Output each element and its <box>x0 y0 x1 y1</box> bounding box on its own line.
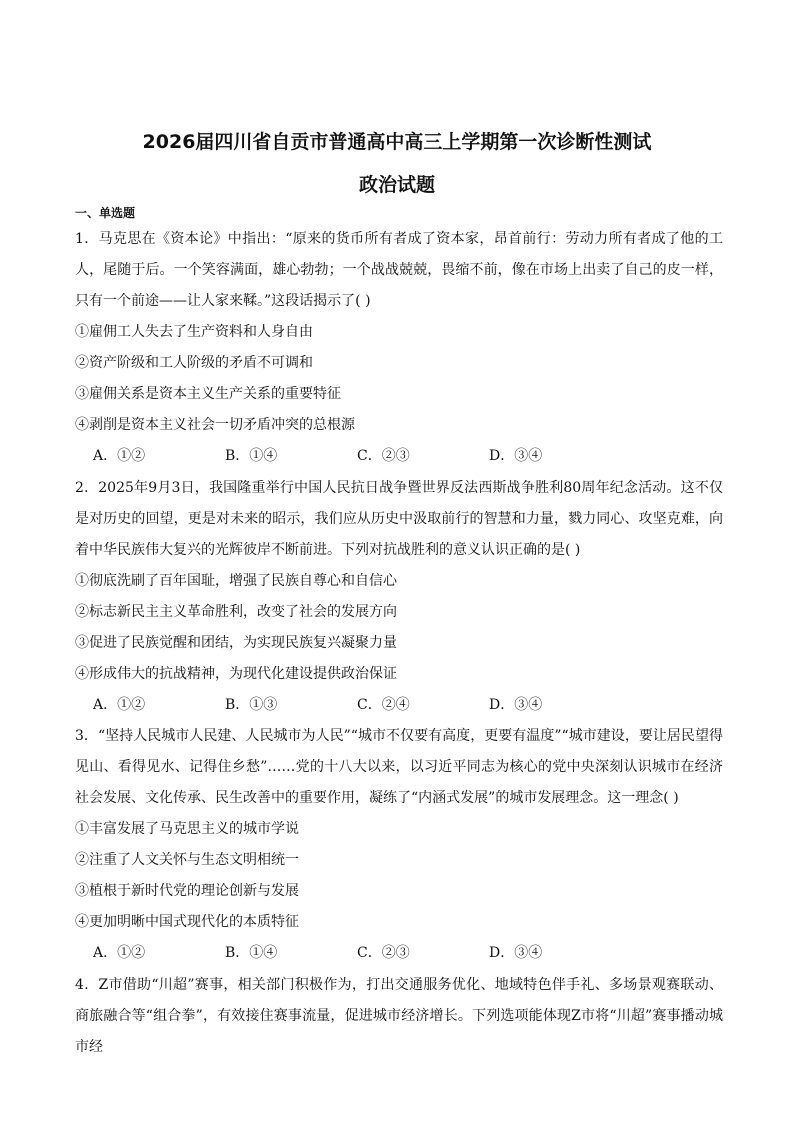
statement-item: ④剥削是资本主义社会一切矛盾冲突的总根源 <box>75 417 355 433</box>
answer-options <box>75 441 723 472</box>
statement-item: ②标志新民主主义革命胜利，改变了社会的发展方向 <box>75 604 397 620</box>
option-b[interactable]: B．①④ <box>225 945 278 961</box>
option-a[interactable]: A．①② <box>93 945 146 961</box>
statement-item: ②资产阶级和工人阶级的矛盾不可调和 <box>75 355 313 371</box>
statement-item: ④形成伟大的抗战精神，为现代化建设提供政治保证 <box>75 666 397 682</box>
question-2 <box>75 473 723 721</box>
option-d[interactable]: D．③④ <box>489 448 543 464</box>
statement-item: ④更加明晰中国式现代化的本质特征 <box>75 914 299 930</box>
exam-title: 2026届四川省自贡市普通高中高三上学期第一次诊断性测试 <box>142 131 652 153</box>
answer-options <box>75 690 723 721</box>
option-d[interactable]: D．③④ <box>489 945 543 961</box>
option-a[interactable]: A．①② <box>93 448 146 464</box>
question-3 <box>75 721 723 969</box>
statement-item: ①雇佣工人失去了生产资料和人身自由 <box>75 324 313 340</box>
question-4 <box>75 970 723 1063</box>
option-d[interactable]: D．③④ <box>489 697 543 713</box>
statement-item: ③雇佣关系是资本主义生产关系的重要特征 <box>75 386 341 402</box>
answer-options <box>75 938 723 969</box>
question-stem: 3．“坚持人民城市人民建、人民城市为人民”“城市不仅要有高度，更要有温度”“城市建设，要让居民望得见山、看得见水、记得住乡愁”……党的十八大以来，以习近平同志为核心的党中央深刻认识城市在经济社会发展、文化传承、民生改善中的重要作用，凝练了“内涵式发展”的城市发展理念。这一理念( ) <box>75 728 723 806</box>
question-stem: 4．Z市借助“川超”赛事，相关部门积极作为，打出交通服务优化、地域特色伴手礼、多场景观赛联动、商旅融合等“组合拳”，有效接住赛事流量，促进城市经济增长。下列选项能体现Z市将“川超”赛事播动城市经 <box>75 977 723 1055</box>
statement-item: ③植根于新时代党的理论创新与发展 <box>75 883 299 899</box>
option-b[interactable]: B．①③ <box>225 697 278 713</box>
question-stem: 1．马克思在《资本论》中指出：“原来的货币所有者成了资本家，昂首前行：劳动力所有者成了他的工人，尾随于后。一个笑容满面，雄心勃勃；一个战战兢兢，畏缩不前，像在市场上出卖了自己的皮一样，只有一个前途——让人家来鞣。”这段话揭示了( ) <box>75 231 723 309</box>
option-c[interactable]: C．②③ <box>357 448 410 464</box>
exam-subtitle: 政治试题 <box>358 174 435 196</box>
option-b[interactable]: B．①④ <box>225 448 278 464</box>
statement-item: ②注重了人文关怀与生态文明相统一 <box>75 852 299 868</box>
section-heading: 一、单选题 <box>75 206 136 220</box>
statement-item: ①丰富发展了马克思主义的城市学说 <box>75 821 299 837</box>
option-c[interactable]: C．②④ <box>357 697 410 713</box>
statement-item: ③促进了民族觉醒和团结，为实现民族复兴凝聚力量 <box>75 635 397 651</box>
question-stem: 2．2025年9月3日，我国隆重举行中国人民抗日战争暨世界反法西斯战争胜利80周年纪念活动。这不仅是对历史的回望，更是对未来的昭示，我们应从历史中汲取前行的智慧和力量，戮力同心、攻坚克难，向着中华民族伟大复兴的光辉彼岸不断前进。下列对抗战胜利的意义认识正确的是( ) <box>75 480 723 558</box>
option-c[interactable]: C．②③ <box>357 945 410 961</box>
question-1 <box>75 224 723 472</box>
option-a[interactable]: A．①② <box>93 697 146 713</box>
statement-item: ①彻底洗刷了百年国耻，增强了民族自尊心和自信心 <box>75 573 397 589</box>
